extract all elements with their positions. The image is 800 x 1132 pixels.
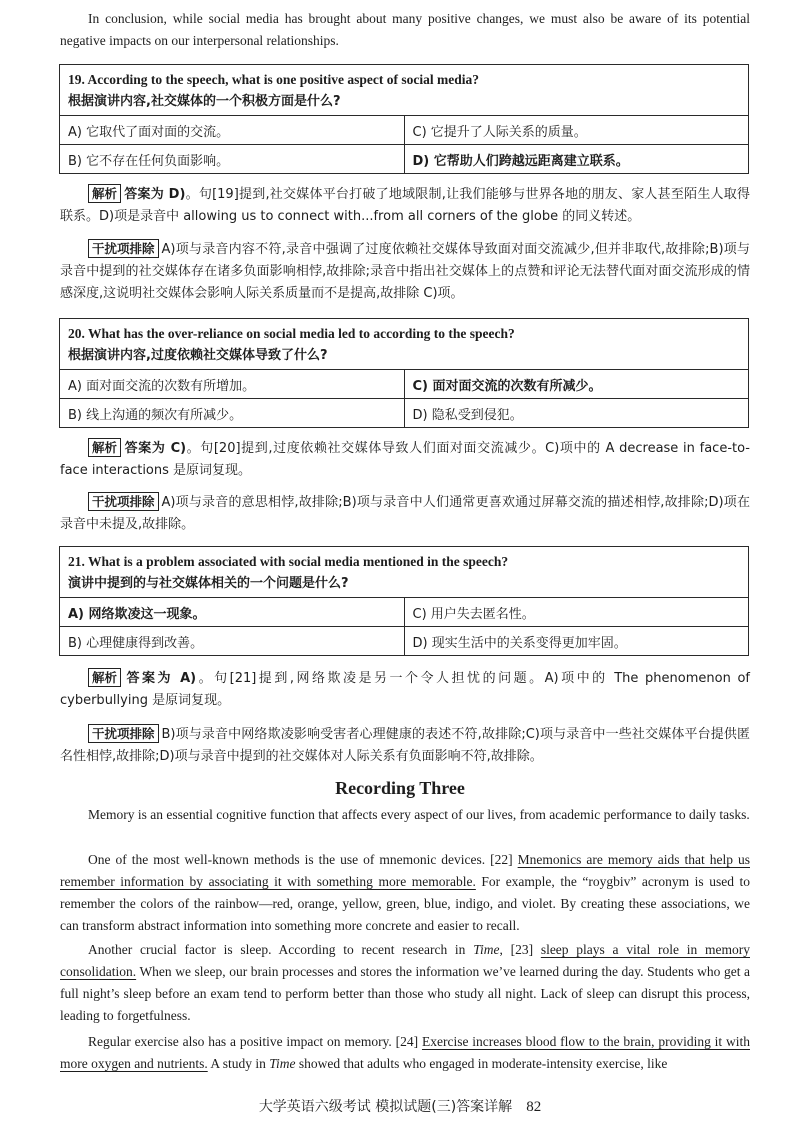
q20-option-a: A) 面对面交流的次数有所增加。 xyxy=(60,370,405,399)
recording-p1-text: Memory is an essential cognitive function that affects every aspect of our lives, from academic performance to daily tasks. xyxy=(88,807,750,822)
distractor-tag: 干扰项排除 xyxy=(88,492,159,511)
q20-distractor xyxy=(60,492,750,536)
question-19-stem xyxy=(60,65,749,116)
recording-p4-italic: Time xyxy=(269,1056,296,1071)
intro-line-1: In conclusion, while social media has brought about many positive changes, we must also be aware of its potential xyxy=(88,11,750,26)
recording-p2-pre: One of the most well-known methods is the use of mnemonic devices. [22] xyxy=(88,852,518,867)
question-20-zh: 根据演讲内容,过度依赖社交媒体导致了什么? xyxy=(68,348,328,363)
question-21-en: 21. What is a problem associated with social media mentioned in the speech? xyxy=(68,554,509,569)
q21-distractor-text: B)项与录音中网络欺凌影响受害者心理健康的表述不符,故排除;C)项与录音中一些社交媒体平台提供匿名性相悖,故排除;D)项与录音中提到的社交媒体对人际关系有负面影响不符,故排除。 xyxy=(60,727,750,764)
q20-distractor-text: A)项与录音的意思相悖,故排除;B)项与录音中人们通常更喜欢通过屏幕交流的描述相悖,故排除;D)项在录音中未提及,故排除。 xyxy=(60,495,750,532)
question-21-stem xyxy=(60,547,749,598)
q20-analysis xyxy=(60,438,750,482)
q21-option-b: B) 心理健康得到改善。 xyxy=(60,627,405,656)
recording-p3-mid: , [23] xyxy=(499,942,541,957)
recording-paragraph-2 xyxy=(60,849,750,937)
q21-option-c: C) 用户失去匿名性。 xyxy=(404,598,749,627)
question-19-en: 19. According to the speech, what is one positive aspect of social media? xyxy=(68,72,479,87)
page-footer xyxy=(0,1096,800,1116)
section-title: Recording Three xyxy=(335,778,465,798)
recording-p2-underlined: Mnemonics are memory aids that help us remember information by associating it with something more memorable. xyxy=(60,852,750,889)
q19-option-c: C) 它提升了人际关系的质量。 xyxy=(404,116,749,145)
q19-answer: 答案为 D) xyxy=(124,187,186,202)
recording-p3-pre: Another crucial factor is sleep. According to recent research in xyxy=(88,942,474,957)
q19-analysis xyxy=(60,184,750,228)
recording-p4-underlined: Exercise increases blood flow to the brain, providing it with more oxygen and nutrients. xyxy=(60,1034,750,1071)
distractor-tag: 干扰项排除 xyxy=(88,724,159,743)
recording-p2-post: For example, the “roygbiv” acronym is used to remember the colors of the rainbow—red, orange, yellow, green, blue, indigo, and violet. By creating these associations, we can transform abstract information into something more concrete and easier to recall. xyxy=(60,874,750,933)
q21-answer: 答案为 A) xyxy=(124,671,197,686)
q20-analysis-text: 。句[20]提到,过度依赖社交媒体导致人们面对面交流减少。C)项中的 A decrease in face-to-face interactions 是原词复现。 xyxy=(60,441,750,478)
q21-analysis xyxy=(60,668,750,712)
q21-distractor xyxy=(60,724,750,768)
question-20-stem xyxy=(60,319,749,370)
analysis-tag: 解析 xyxy=(88,184,121,203)
analysis-tag: 解析 xyxy=(88,438,121,457)
q20-option-b: B) 线上沟通的频次有所减少。 xyxy=(60,399,405,428)
recording-paragraph-1 xyxy=(60,804,750,826)
q19-analysis-text: 。句[19]提到,社交媒体平台打破了地域限制,让我们能够与世界各地的朋友、家人甚至陌生人取得联系。D)项是录音中 allowing us to connect with...from all corners of the globe 的同义转述。 xyxy=(60,187,751,224)
recording-p4-mid: A study in xyxy=(207,1056,270,1071)
page-number: 82 xyxy=(526,1099,542,1115)
recording-p4-post: showed that adults who engaged in moderate-intensity exercise, like xyxy=(295,1056,668,1071)
intro-line-2: negative impacts on our interpersonal relationships. xyxy=(60,33,339,48)
question-21-zh: 演讲中提到的与社交媒体相关的一个问题是什么? xyxy=(68,576,349,591)
recording-p3-post: When we sleep, our brain processes and stores the information we’ve learned during the day. Students who get a full night’s sleep before an exam tend to perform better than those who study all night. Lack of sleep can disrupt this process, leading to forgetfulness. xyxy=(60,964,750,1023)
q20-option-d: D) 隐私受到侵犯。 xyxy=(404,399,749,428)
recording-paragraph-3 xyxy=(60,939,750,1027)
analysis-tag: 解析 xyxy=(88,668,121,687)
distractor-tag: 干扰项排除 xyxy=(88,239,159,258)
q19-option-b: B) 它不存在任何负面影响。 xyxy=(60,145,405,174)
recording-p3-underlined: sleep plays a vital role in memory consolidation. xyxy=(60,942,750,979)
q21-analysis-text: 。句[21]提到,网络欺凌是另一个令人担忧的问题。A)项中的 The phenomenon of cyberbullying 是原词复现。 xyxy=(60,671,750,708)
question-21-table xyxy=(59,546,749,656)
q19-distractor xyxy=(60,239,750,305)
q21-option-d: D) 现实生活中的关系变得更加牢固。 xyxy=(404,627,749,656)
q19-option-a: A) 它取代了面对面的交流。 xyxy=(60,116,405,145)
question-20-en: 20. What has the over-reliance on social media led to according to the speech? xyxy=(68,326,515,341)
q21-option-a: A) 网络欺凌这一现象。 xyxy=(60,598,405,627)
question-19-table xyxy=(59,64,749,174)
question-20-table xyxy=(59,318,749,428)
q19-option-d: D) 它帮助人们跨越远距离建立联系。 xyxy=(404,145,749,174)
q20-option-c: C) 面对面交流的次数有所减少。 xyxy=(404,370,749,399)
recording-p4-pre: Regular exercise also has a positive impact on memory. [24] xyxy=(88,1034,422,1049)
intro-paragraph xyxy=(60,8,750,52)
recording-paragraph-4 xyxy=(60,1031,750,1075)
q19-distractor-text: A)项与录音内容不符,录音中强调了过度依赖社交媒体导致面对面交流减少,但并非取代,故排除;B)项与录音中提到的社交媒体存在诸多负面影响相悖,故排除;录音中指出社交媒体上的点赞和评论无法替代面对面交流形成的情感深度,这说明社交媒体会影响人际关系质量而不是提高,故排除 C)项。 xyxy=(60,242,750,301)
footer-title: 大学英语六级考试 模拟试题(三)答案详解 xyxy=(258,1099,513,1115)
q20-answer: 答案为 C) xyxy=(124,441,187,456)
question-19-zh: 根据演讲内容,社交媒体的一个积极方面是什么? xyxy=(68,94,341,109)
recording-p3-italic: Time xyxy=(473,942,500,957)
